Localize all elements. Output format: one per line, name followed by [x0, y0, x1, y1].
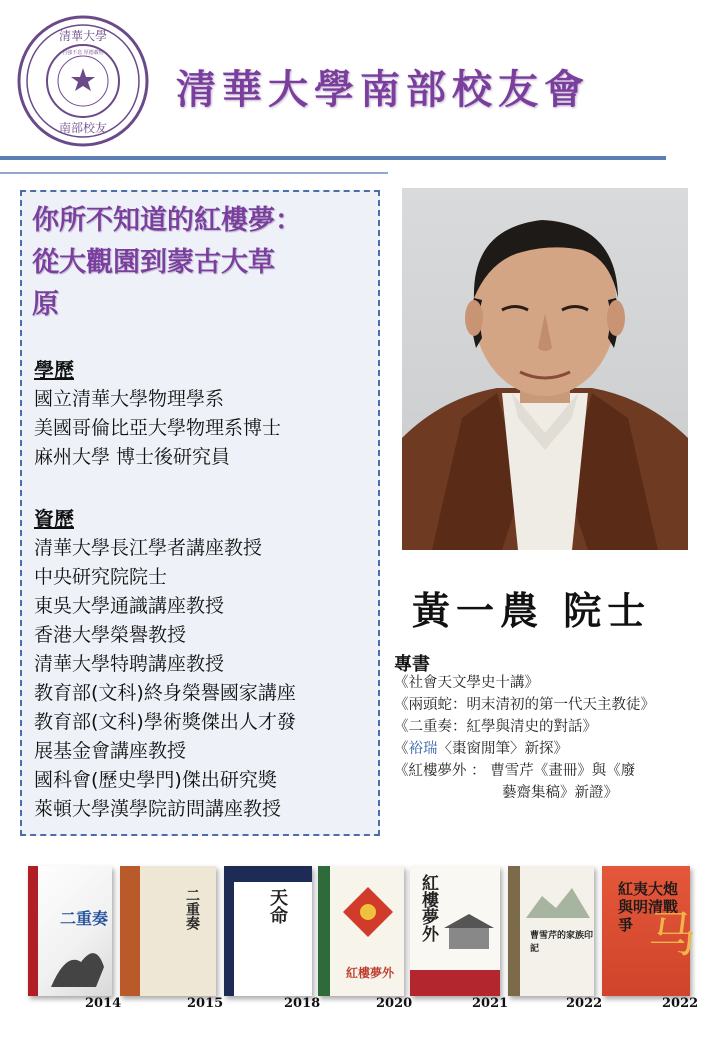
book-item: 《紅樓夢外 ： 曹雪芹《畫冊》與《廢 [394, 763, 636, 779]
speaker-name: 黃一農 院士 [412, 589, 652, 633]
book-year: 2022 [662, 996, 699, 1011]
experience-item: 清華大學長江學者講座教授 [34, 537, 263, 559]
experience-section [34, 505, 378, 824]
book-item: 《兩頭蛇：明末清初的第一代天主教徒》 [394, 697, 655, 713]
book-item-prefix: 《 [394, 741, 409, 757]
talk-title-line: 從大觀園到蒙古大草 [32, 247, 275, 278]
talk-title-line: 原 [32, 289, 59, 320]
experience-item: 清華大學特聘講座教授 [34, 653, 225, 675]
experience-item: 萊頓大學漢學院訪問講座教授 [34, 798, 282, 820]
book-item-highlight: 裕瑞 [408, 741, 438, 757]
experience-item: 教育部(文科)學術獎傑出人才發 [34, 711, 296, 733]
book-cover-title: 天命 [267, 888, 288, 924]
experience-item: 香港大學榮譽教授 [34, 624, 187, 646]
header-rule [0, 156, 666, 160]
book-year: 2021 [472, 996, 509, 1011]
book-item-suffix: 〈棗窗閒筆〉新探》 [437, 741, 568, 757]
book-cover [120, 866, 216, 996]
logo-text-top: 清華大學 [58, 29, 108, 43]
book-year: 2022 [566, 996, 603, 1011]
university-logo [16, 14, 150, 148]
book-year: 2018 [284, 996, 321, 1011]
logo-text-bottom: 南部校友 [58, 121, 108, 135]
education-heading: 學歷 [34, 358, 74, 382]
org-title: 清華大學南部校友會 [176, 66, 590, 113]
books-list [394, 672, 720, 804]
book-cover-title: 紅樓夢外 [346, 966, 395, 980]
header-subrule [0, 172, 388, 174]
education-item: 國立清華大學物理學系 [34, 388, 225, 410]
horseman-illustration [46, 932, 108, 990]
experience-item: 展基金會講座教授 [34, 740, 187, 762]
book-year: 2015 [187, 996, 224, 1011]
education-item: 美國哥倫比亞大學物理系博士 [34, 417, 282, 439]
book-item: 《二重奏：紅學與清史的對話》 [394, 719, 597, 735]
speaker-portrait [402, 188, 688, 550]
book-item [394, 738, 720, 760]
book-cover [410, 866, 500, 996]
talk-title-line: 你所不知道的紅樓夢： [32, 205, 302, 236]
kite-illustration [338, 882, 398, 942]
portrait-illustration [402, 188, 688, 550]
book-item: 《社會天文學史十講》 [394, 675, 539, 691]
book-cover [224, 866, 312, 996]
education-section [34, 356, 378, 472]
experience-item: 國科會(歷史學門)傑出研究獎 [34, 769, 277, 791]
book-cover [318, 866, 404, 996]
book-cover [508, 866, 594, 996]
book-cover [602, 866, 697, 996]
experience-item: 中央研究院院士 [34, 566, 168, 588]
book-year: 2014 [85, 996, 122, 1011]
book-cover-title: 紅夷大炮與明清戰爭 [618, 880, 679, 934]
book-cover-title: 二重奏 [184, 888, 200, 930]
experience-heading: 資歷 [34, 507, 74, 531]
landscape-illustration [526, 878, 590, 918]
book-cover-title: 曹雪芹的家族印記 [530, 931, 594, 954]
experience-item: 教育部(文科)終身榮譽國家講座 [34, 682, 296, 704]
experience-item: 東吳大學通識講座教授 [34, 595, 225, 617]
talk-title [32, 200, 382, 326]
education-item: 麻州大學 博士後研究員 [34, 446, 231, 468]
building-illustration [444, 912, 494, 952]
book-cover-title: 紅樓夢外 [418, 874, 438, 942]
book-item-continued: 藝齋集稿》新證》 [502, 785, 618, 801]
book-year: 2020 [376, 996, 413, 1011]
calligraphy-glyph: 马 [648, 907, 697, 963]
logo-center-text: 自強不息 厚德載物 [62, 50, 104, 56]
book-cover [28, 866, 112, 996]
books-heading: 專書 [394, 654, 430, 675]
book-cover-title: 二重奏 [60, 909, 109, 928]
